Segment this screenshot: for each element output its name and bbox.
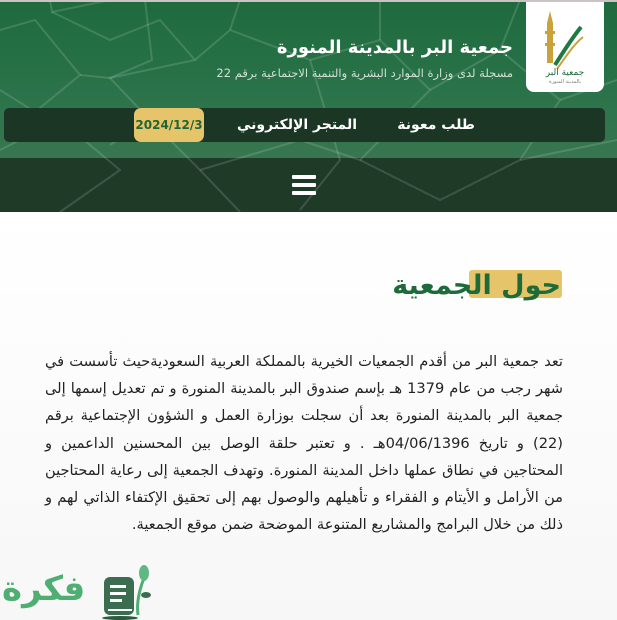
svg-text:جمعية البر: جمعية البر — [545, 68, 585, 78]
section-title: حول الجمعية — [392, 270, 561, 301]
top-border — [0, 0, 617, 2]
about-text: تعد جمعية البر من أقدم الجمعيات الخيرية بالمملكة العربية السعوديةحيث تأسست في شهر رجب من عام 1379 هـ بإسم صندوق البر بالمدينة المنورة و تم تعديل إسمها إلى جمعية البر بالمدينة المنورة بعد أن سجلت بوزارة العمل و الشؤون الإجتماعية برقم (22) و تاريخ 04/06/1396هـ . و تعتبر حلقة الوصل بين المحسنين الداعمين و المحتاجين في نطاق عملها داخل المدينة المنورة. وتهدف الجمعية إلى رعاية المحتاجين من الأرامل و الأيتام و الفقراء و تأهيلهم والوصول بهم إلى تحقيق الإكتفاء الذاتي لهم و ذلك من خلال البرامج والمشاريع المتنوعة الموضحة ضمن موقع الجمعية. — [45, 353, 564, 534]
svg-text:بالمدينة المنورة: بالمدينة المنورة — [548, 79, 582, 85]
book-plant-icon — [100, 565, 152, 620]
nav-aid-request[interactable]: طلب معونة — [397, 117, 475, 133]
watermark-logo — [0, 565, 160, 620]
org-name[interactable]: جمعية البر بالمدينة المنورة — [276, 37, 513, 58]
about-paragraph — [45, 348, 563, 538]
watermark-text: فكرة — [2, 569, 86, 609]
about-section — [0, 212, 617, 620]
org-subtitle: مسجلة لدى وزارة الموارد البشرية والتنمية الاجتماعية برقم 22 — [216, 66, 513, 80]
nav-online-store[interactable]: المتجر الإلكتروني — [237, 117, 357, 133]
hamburger-menu-icon[interactable] — [292, 175, 316, 195]
org-branding — [216, 36, 513, 82]
date-badge: 2024/12/3 — [134, 108, 204, 142]
minaret-logo-icon — [535, 7, 595, 85]
top-nav-bar — [4, 108, 605, 142]
org-logo[interactable] — [526, 0, 604, 92]
